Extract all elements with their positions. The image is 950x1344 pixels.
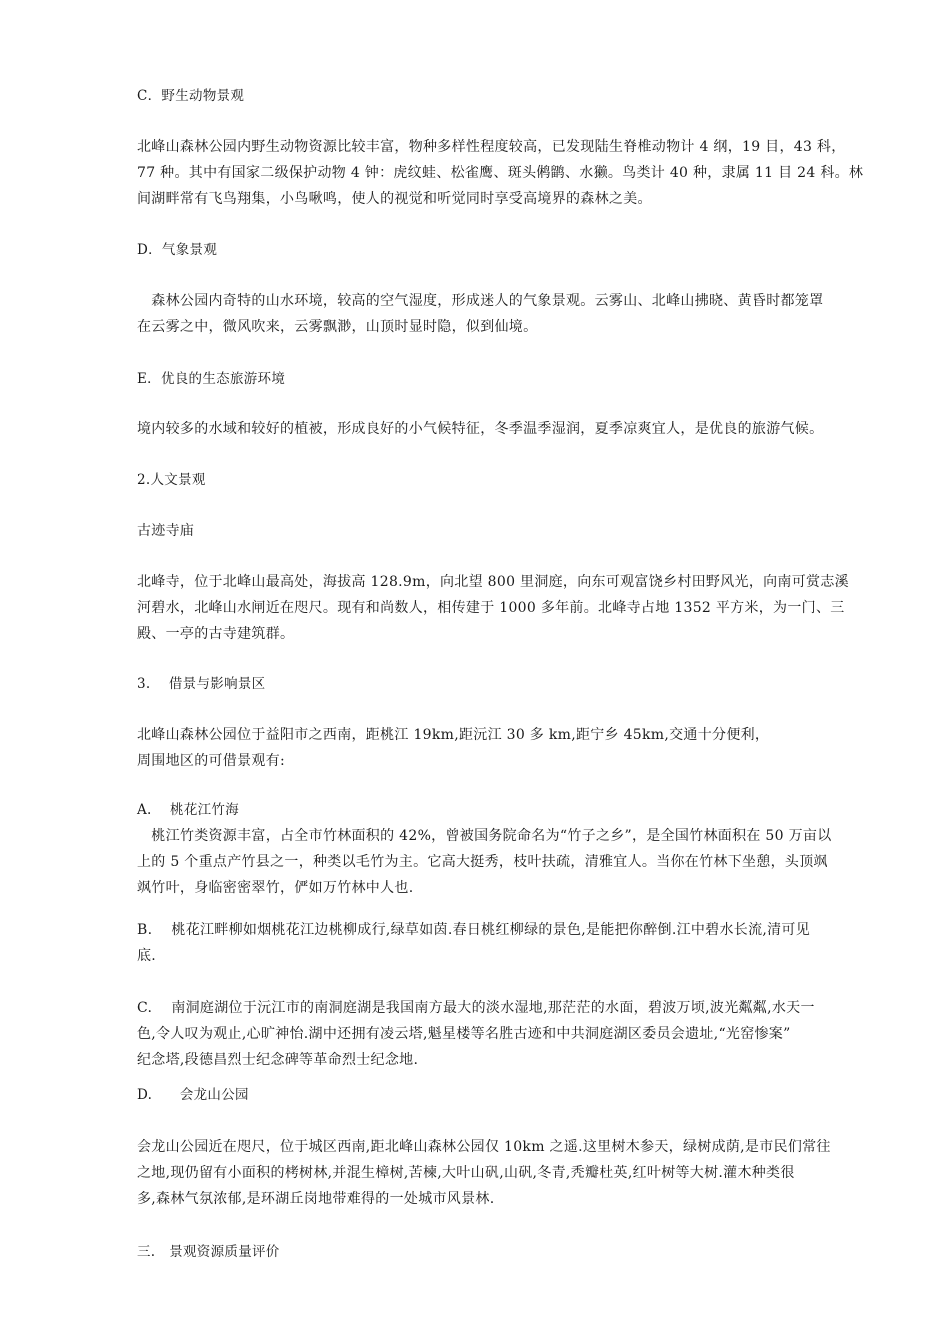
heading-borrowed-scenery: 3. 借景与影响景区 (137, 676, 266, 692)
text-line: 上的 5 个重点产竹县之一，种类以毛竹为主。它高大挺秀，枝叶扶疏，清雅宜人。当你在竹林下坐憩，头顶飒 (137, 854, 828, 870)
paragraph-taohua-bamboo (137, 823, 845, 901)
heading-landscape-quality-evaluation: 三. 景观资源质量评价 (137, 1244, 280, 1260)
text-line: B. 桃花江畔柳如烟桃花江边桃柳成行,绿草如茵.春日桃红柳绿的景色,是能把你醉倒.江中碧水长流,清可见 (137, 922, 811, 938)
heading-taohua-bamboo-sea: A. 桃花江竹海 (137, 802, 240, 818)
paragraph-borrowed-scenery (137, 722, 845, 774)
paragraph-wildlife (137, 134, 864, 212)
text-line: 底. (137, 948, 157, 964)
paragraph-eco-tourism (137, 416, 845, 442)
text-line: 多,森林气氛浓郁,是环湖丘岗地带难得的一处城市风景林. (137, 1191, 495, 1207)
paragraph-beifeng-temple (137, 569, 849, 647)
text-line: 飒竹叶，身临密密翠竹，俨如万竹林中人也. (137, 880, 414, 896)
text-line: 间湖畔常有飞鸟翔集，小鸟啾鸣，使人的视觉和听觉同时享受高境界的森林之美。 (137, 191, 652, 207)
heading-huilong-mountain-park: D. 会龙山公园 (137, 1087, 249, 1103)
text-line: 之地,现仍留有小面积的栲树林,并混生樟树,苦楝,大叶山矾,山矾,冬青,秃瓣杜英,红叶树等大树.灌木种类很 (137, 1165, 795, 1181)
text-line: 会龙山公园近在咫尺，位于城区西南,距北峰山森林公园仅 10km 之遥.这里树木参天，绿树成荫,是市民们常往 (137, 1139, 831, 1155)
text-line: 77 种。其中有国家二级保护动物 4 钟：虎纹蛙、松雀鹰、斑头鸺鹠、水獭。鸟类计 40 种，隶属 11 目 24 科。林 (137, 165, 864, 181)
paragraph-taohua-willows (137, 917, 845, 969)
text-line: C. 南洞庭湖位于沅江市的南洞庭湖是我国南方最大的淡水湿地,那茫茫的水面，碧波万顷,波光粼粼,水天一 (137, 1000, 815, 1016)
text-line: 北峰山森林公园内野生动物资源比较丰富，物种多样性程度较高，已发现陆生脊椎动物计 4 纲，19 目，43 科， (137, 139, 846, 155)
paragraph-meteorological (137, 288, 845, 340)
text-line: 桃江竹类资源丰富，占全市竹林面积的 42%，曾被国务院命名为“竹子之乡”，是全国竹林面积在 50 万亩以 (137, 828, 832, 844)
text-line: 色,令人叹为观止,心旷神怡.湖中还拥有凌云塔,魁星楼等名胜古迹和中共洞庭湖区委员会遗址,“光窑惨案” (137, 1026, 791, 1042)
text-line: 河碧水，北峰山水闸近在咫尺。现有和尚数人，相传建于 1000 多年前。北峰寺占地 1352 平方米，为一门、三 (137, 600, 845, 616)
heading-cultural-landscape: 2.人文景观 (137, 472, 206, 488)
text-line: 北峰寺，位于北峰山最高处，海拔高 128.9m，向北望 800 里洞庭，向东可观富饶乡村田野风光，向南可赏志溪 (137, 574, 849, 590)
heading-wildlife-landscape: C．野生动物景观 (137, 88, 245, 104)
paragraph-south-dongting-lake (137, 995, 845, 1073)
text-line: 殿、一亭的古寺建筑群。 (137, 626, 295, 642)
paragraph-huilong-park (137, 1134, 845, 1212)
text-line: 森林公园内奇特的山水环境，较高的空气湿度，形成迷人的气象景观。云雾山、北峰山拂晓、黄昏时都笼罩 (137, 293, 824, 309)
text-line: 境内较多的水域和较好的植被，形成良好的小气候特征，冬季温季湿润，夏季凉爽宜人，是优良的旅游气候。 (137, 421, 824, 437)
text-line: 纪念塔,段德昌烈士纪念碑等革命烈士纪念地. (137, 1052, 419, 1068)
text-line: 在云雾之中，微风吹来，云雾飘渺，山顶时显时隐，似到仙境。 (137, 319, 538, 335)
text-line: 周围地区的可借景观有: (137, 753, 286, 769)
heading-meteorological-landscape: D．气象景观 (137, 242, 218, 258)
subheading-ancient-temples: 古迹寺庙 (137, 523, 195, 539)
heading-eco-tourism-environment: E．优良的生态旅游环境 (137, 371, 286, 387)
text-line: 北峰山森林公园位于益阳市之西南，距桃江 19km,距沅江 30 多 km,距宁乡 45km,交通十分便利， (137, 727, 770, 743)
